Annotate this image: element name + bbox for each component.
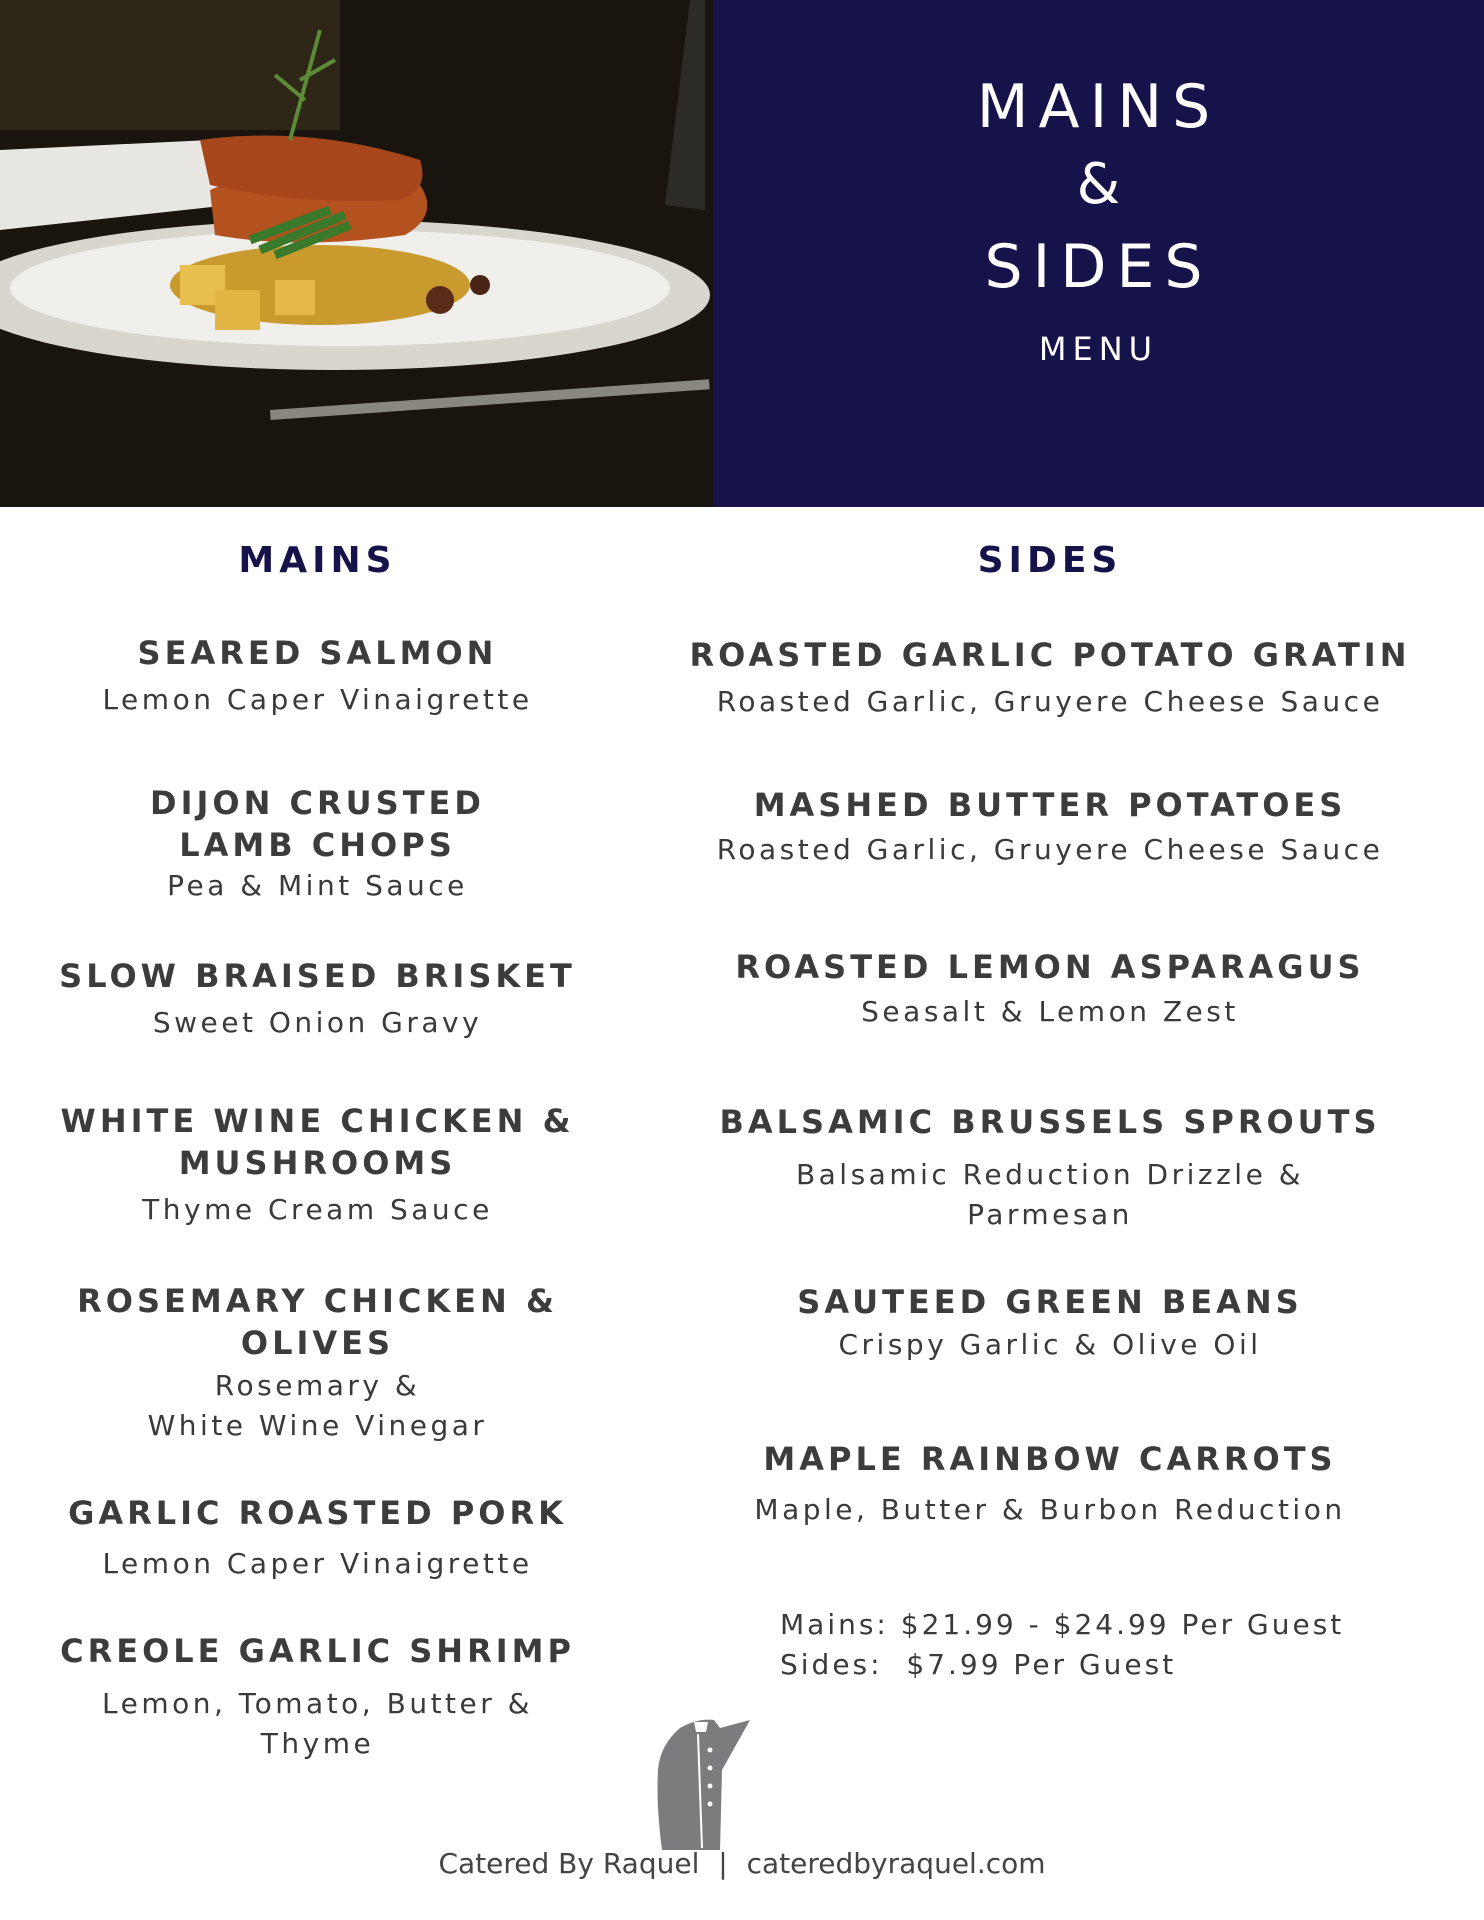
mains-item [40, 955, 595, 1043]
mains-item-name: SLOW BRAISED BRISKET [59, 957, 576, 995]
mains-item-desc: Thyme Cream Sauce [142, 1193, 493, 1226]
hero-food-photo [0, 0, 713, 507]
sides-item-desc: Maple, Butter & Burbon Reduction [754, 1493, 1346, 1526]
sides-item-desc: Roasted Garlic, Gruyere Cheese Sauce [716, 685, 1384, 718]
mains-item-desc: Lemon Caper Vinaigrette [102, 683, 533, 716]
sides-item-name: ROASTED GARLIC POTATO GRATIN [689, 636, 1411, 674]
footer-separator: | [718, 1847, 728, 1880]
sides-item [680, 784, 1420, 870]
mains-item [40, 782, 595, 906]
mains-heading: MAINS [238, 540, 397, 581]
title-sides: SIDES [984, 232, 1213, 302]
sides-item-name: ROASTED LEMON ASPARAGUS [735, 948, 1365, 986]
mains-item [40, 1492, 595, 1584]
mains-item-desc: Lemon Caper Vinaigrette [102, 1547, 533, 1580]
sides-item-name: SAUTEED GREEN BEANS [797, 1283, 1303, 1321]
sides-item-desc: Balsamic Reduction Drizzle & Parmesan [795, 1158, 1305, 1231]
sides-item [680, 634, 1420, 722]
title-subtitle: MENU [1038, 330, 1159, 368]
mains-item [40, 632, 595, 720]
mains-column [40, 540, 595, 600]
footer-website[interactable]: cateredbyraquel.com [746, 1847, 1046, 1880]
mains-item [40, 1100, 595, 1230]
mains-item-desc: Rosemary & White Wine Vinegar [147, 1369, 488, 1442]
mains-item-desc: Lemon, Tomato, Butter & Thyme [102, 1687, 533, 1760]
title-mains: MAINS [976, 72, 1221, 142]
mains-item-desc: Pea & Mint Sauce [167, 869, 468, 902]
sides-item [680, 946, 1420, 1032]
title-panel [713, 0, 1484, 507]
mains-item [40, 1280, 595, 1446]
sides-item [680, 1281, 1420, 1365]
sides-item-name: BALSAMIC BRUSSELS SPROUTS [719, 1103, 1381, 1141]
sides-item-desc: Crispy Garlic & Olive Oil [838, 1328, 1262, 1361]
title-ampersand: & [1076, 152, 1121, 217]
mains-item-name: SEARED SALMON [137, 634, 498, 672]
sides-heading: SIDES [977, 540, 1123, 581]
sides-item [680, 1101, 1420, 1235]
mains-item-name: ROSEMARY CHICKEN & OLIVES [77, 1282, 558, 1362]
sides-item-name: MAPLE RAINBOW CARROTS [763, 1440, 1337, 1478]
mains-item-name: WHITE WINE CHICKEN & MUSHROOMS [60, 1102, 575, 1182]
pricing-sides: Sides: $7.99 Per Guest [780, 1648, 1177, 1681]
mains-item [40, 1630, 595, 1764]
pricing-mains: Mains: $21.99 - $24.99 Per Guest [780, 1608, 1345, 1641]
sides-item-desc: Seasalt & Lemon Zest [861, 995, 1239, 1028]
mains-item-name: CREOLE GARLIC SHRIMP [60, 1632, 575, 1670]
chef-jacket-icon [650, 1710, 760, 1850]
footer-brand: Catered By Raquel [438, 1847, 700, 1880]
mains-item-name: GARLIC ROASTED PORK [68, 1494, 567, 1532]
footer [0, 1847, 1484, 1880]
sides-column [680, 540, 1420, 600]
pricing-block [780, 1605, 1344, 1685]
mains-item-name: DIJON CRUSTED LAMB CHOPS [150, 784, 485, 864]
sides-item-name: MASHED BUTTER POTATOES [753, 786, 1347, 824]
mains-item-desc: Sweet Onion Gravy [152, 1006, 483, 1039]
sides-item-desc: Roasted Garlic, Gruyere Cheese Sauce [716, 833, 1384, 866]
sides-item [680, 1438, 1420, 1530]
